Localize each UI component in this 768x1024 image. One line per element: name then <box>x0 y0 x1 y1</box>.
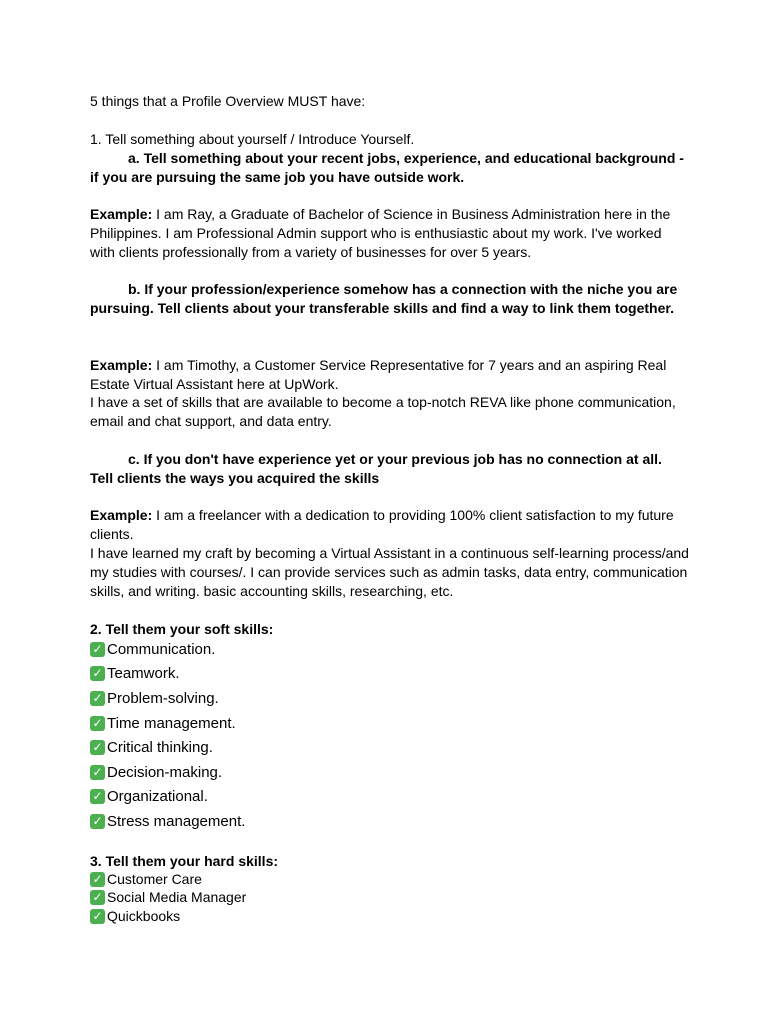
list-item-label: Quickbooks <box>107 907 181 924</box>
list-item <box>90 809 245 834</box>
intro-line: 5 things that a Profile Overview MUST have: <box>90 93 366 109</box>
example-b <box>90 356 690 394</box>
list-item-label: Customer Care <box>107 870 202 887</box>
list-item <box>90 889 246 908</box>
list-item <box>90 662 245 687</box>
list-item-label: Time management. <box>107 714 236 732</box>
example-label: Example: <box>90 507 153 523</box>
check-mark-button-icon: ✓ <box>90 691 105 706</box>
section-2-title: 2. Tell them your soft skills: <box>90 621 274 637</box>
list-item-label: Decision-making. <box>107 763 223 781</box>
check-mark-button-icon: ✓ <box>90 666 105 681</box>
soft-skills-list <box>90 637 245 834</box>
check-mark-button-icon: ✓ <box>90 909 105 924</box>
check-mark-button-icon: ✓ <box>90 740 105 755</box>
list-item-label: Communication. <box>107 640 216 658</box>
list-item <box>90 735 245 760</box>
section-1c-heading-line-1: c. If you don't have experience yet or your previous job has no connection at all. <box>128 451 662 467</box>
example-b-continued: I have a set of skills that are available to become a top-notch REVA like phone communication, email and chat support, and data entry. <box>90 394 676 429</box>
example-text: I am Timothy, a Customer Service Representative for 7 years and an aspiring Real Estate Virtual Assistant here at UpWork. <box>90 357 667 392</box>
section-1a-heading: a. Tell something about your recent jobs, experience, and educational background - if you are pursuing the same job you have outside work. <box>90 150 684 185</box>
example-label: Example: <box>90 357 153 373</box>
section-3-title: 3. Tell them your hard skills: <box>90 853 279 869</box>
section-1c-heading-line-2: Tell clients the ways you acquired the skills <box>90 470 380 486</box>
example-text: I am Ray, a Graduate of Bachelor of Science in Business Administration here in the Philippines. I am Professional Admin support who is enthusiastic about my work. I've worked with clients professionally from a variety of businesses for over 5 years. <box>90 206 671 260</box>
list-item <box>90 785 245 810</box>
list-item-label: Problem-solving. <box>107 689 219 707</box>
example-a <box>90 205 690 262</box>
list-item <box>90 870 246 889</box>
check-mark-button-icon: ✓ <box>90 814 105 829</box>
list-item-label: Teamwork. <box>107 665 180 683</box>
check-mark-button-icon: ✓ <box>90 890 105 905</box>
example-c <box>90 506 690 544</box>
example-label: Example: <box>90 206 153 222</box>
check-mark-button-icon: ✓ <box>90 789 105 804</box>
check-mark-button-icon: ✓ <box>90 642 105 657</box>
section-1b-heading: b. If your profession/experience somehow has a connection with the niche you are pursuing. Tell clients about your transferable skills and find a way to link them together. <box>90 281 678 316</box>
list-item-label: Critical thinking. <box>107 739 213 757</box>
example-text: I am a freelancer with a dedication to providing 100% client satisfaction to my future clients. <box>90 507 674 542</box>
list-item <box>90 637 245 662</box>
list-item <box>90 711 245 736</box>
list-item-label: Organizational. <box>107 788 208 806</box>
example-c-continued: I have learned my craft by becoming a Virtual Assistant in a continuous self-learning process/and my studies with courses/. I can provide services such as admin tasks, data entry, communication skills, and writing. basic accounting skills, researching, etc. <box>90 545 689 599</box>
hard-skills-list <box>90 870 246 926</box>
list-item-label: Social Media Manager <box>107 889 247 906</box>
list-item <box>90 907 246 926</box>
check-mark-button-icon: ✓ <box>90 716 105 731</box>
check-mark-button-icon: ✓ <box>90 872 105 887</box>
list-item-label: Stress management. <box>107 812 246 830</box>
check-mark-button-icon: ✓ <box>90 765 105 780</box>
list-item <box>90 686 245 711</box>
section-1-title: 1. Tell something about yourself / Introduce Yourself. <box>90 131 415 147</box>
list-item <box>90 760 245 785</box>
